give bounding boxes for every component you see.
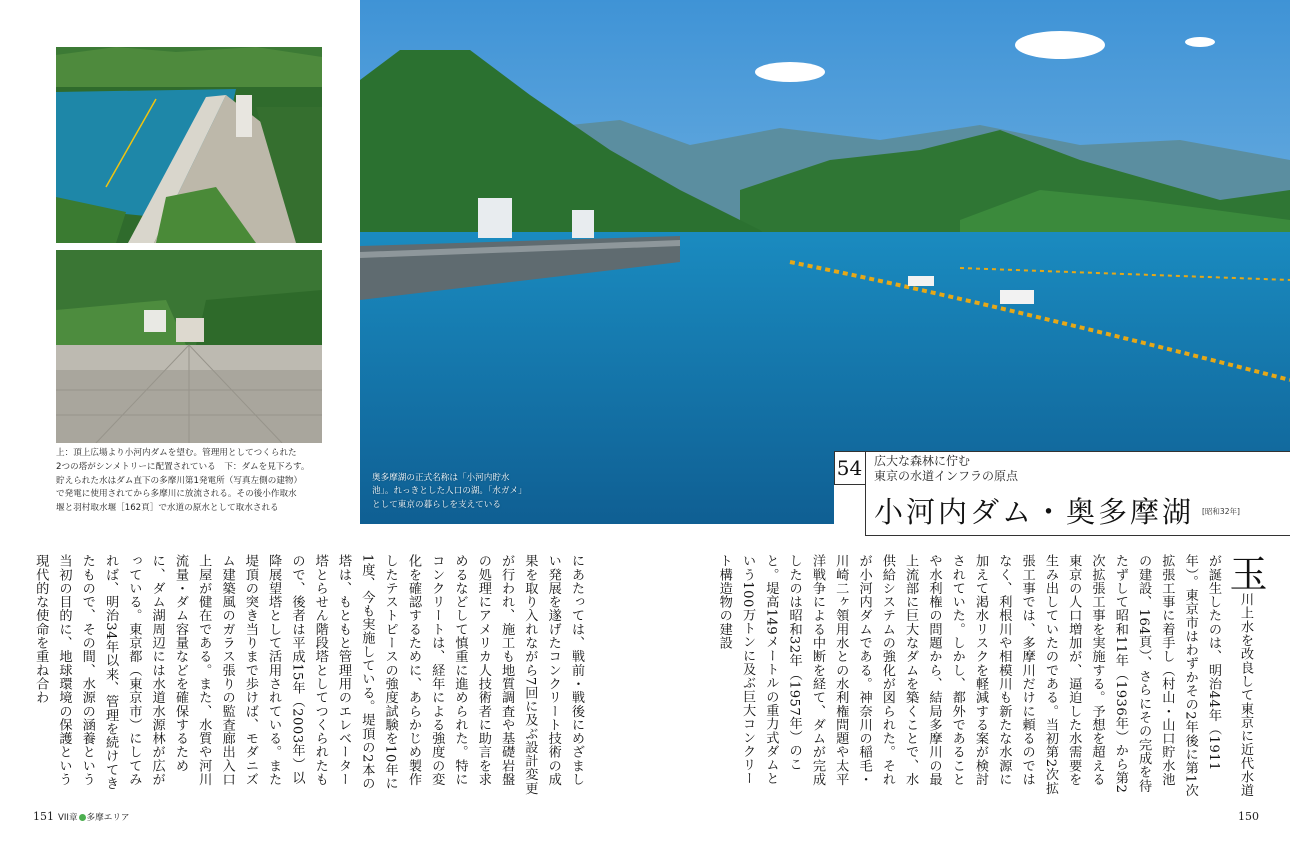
title-rule-bottom [865,535,1290,536]
running-header [58,811,130,823]
photo-dam-looking-down [56,250,322,443]
article-title-box [834,451,1290,536]
area-label: 多摩エリア [86,813,130,823]
body-text-right-page [697,554,1265,798]
green-dot-icon [79,814,86,821]
photo-okutama-lake [360,0,1290,524]
body-left-text: にあたっては、戦前・戦後にめざましい発展を遂げたコンクリート技術の成果を取り入れながら7回に及ぶ設計変更が行われ、施工も地質調査や基礎岩盤の処理にアメリカ人技術者に助言を求めるなどして慎重に進められた。特にコンクリートは、経年による強度の変化を確認するために、あらかじめ製作したテストピースの強度試験を10年に1度、今も実施している。堤頂の2本の塔は、もともと管理用のエレベーター塔とらせん階段塔としてつくられたもので、後者は平成15年（2003年）以降展望塔として活用されている。また堤頂の突き当りまで歩けば、モダニズム建築風のガラス張りの監査廊出入口上屋が健在である。また、水質や河川流量・ダム容量などを確保するために、ダム湖周辺には水道水源林が広がっている。東京都（東京市）にしてみれば、明治34年以来、管理を続けてきたもので、その間、水源の涵養という当初の目的に、地球環境の保護という現代的な使命を重ね合わ [33,554,584,795]
drop-initial: 玉 [1223,554,1267,593]
chapter-label: VII章 [58,813,78,823]
article-title: 小河内ダム・奥多摩湖 [874,495,1195,529]
article-number: 54 [836,456,863,480]
right-page-number: 150 [1238,810,1259,823]
title-rule-number [834,484,866,485]
left-photo-caption: 上：頂上広場より小河内ダムを望む。管理用としてつくられた 2つの塔がシンメトリーに配置されている 下：ダムを見下ろす。 貯えられた水はダム直下の多摩川第1発電所（写真左側の建物） で発電に使用されてから多摩川に放流される。その後小作取水 堰と羽村取水堰［162頁］で水道の原水として取水される [56,448,310,514]
lake-illustration [360,0,1290,524]
title-rule-top [834,451,1290,452]
completion-era: [昭和32年] [1202,507,1240,516]
dam-top-illustration [56,47,322,243]
article-subtitle: 広大な森林に佇む 東京の水道インフラの原点 [874,454,1019,483]
body-text-left-page [33,554,588,798]
dam-down-illustration [56,250,322,443]
left-page-number: 151 [33,810,54,823]
body-right-text: 川上水を改良して東京に近代水道が誕生したのは、明治44年（1911年）。東京市はわずかその2年後に第1次拡張工事に着手し（村山・山口貯水池の建設、164頁）、さらにその完成を待たずして昭和11年（1936年）から第2次拡張工事を実施する。予想を超える東京の人口増加が、逼迫した水需要を生み出していたのである。当初第2次拡張工事では、多摩川だけに頼るのではなく、利根川や相模川も新たな水源に加えて渇水リスクを軽減する案が検討されていた。しかし、都外であることや水利権の問題から、結局多摩川の最上流部に巨大なダムを築くことで、水供給システムの強化が図られた。それが小河内ダムである。神奈川の稲毛・川崎二ヶ領用水との水利権問題や太平洋戦争による中断を経て、ダムが完成したのは昭和32年（1957年）のこと。堤高149メートルの重力式ダムという100万トンに及ぶ巨大コンクリート構造物の建設 [716,554,1253,798]
photo-dam-from-summit [56,47,322,243]
main-photo-caption: 奥多摩湖の正式名称は「小河内貯水 池」。れっきとした人口の湖。「水ガメ」 として東京の暮らしを支えている [372,473,527,510]
title-rule-divider [865,451,866,536]
